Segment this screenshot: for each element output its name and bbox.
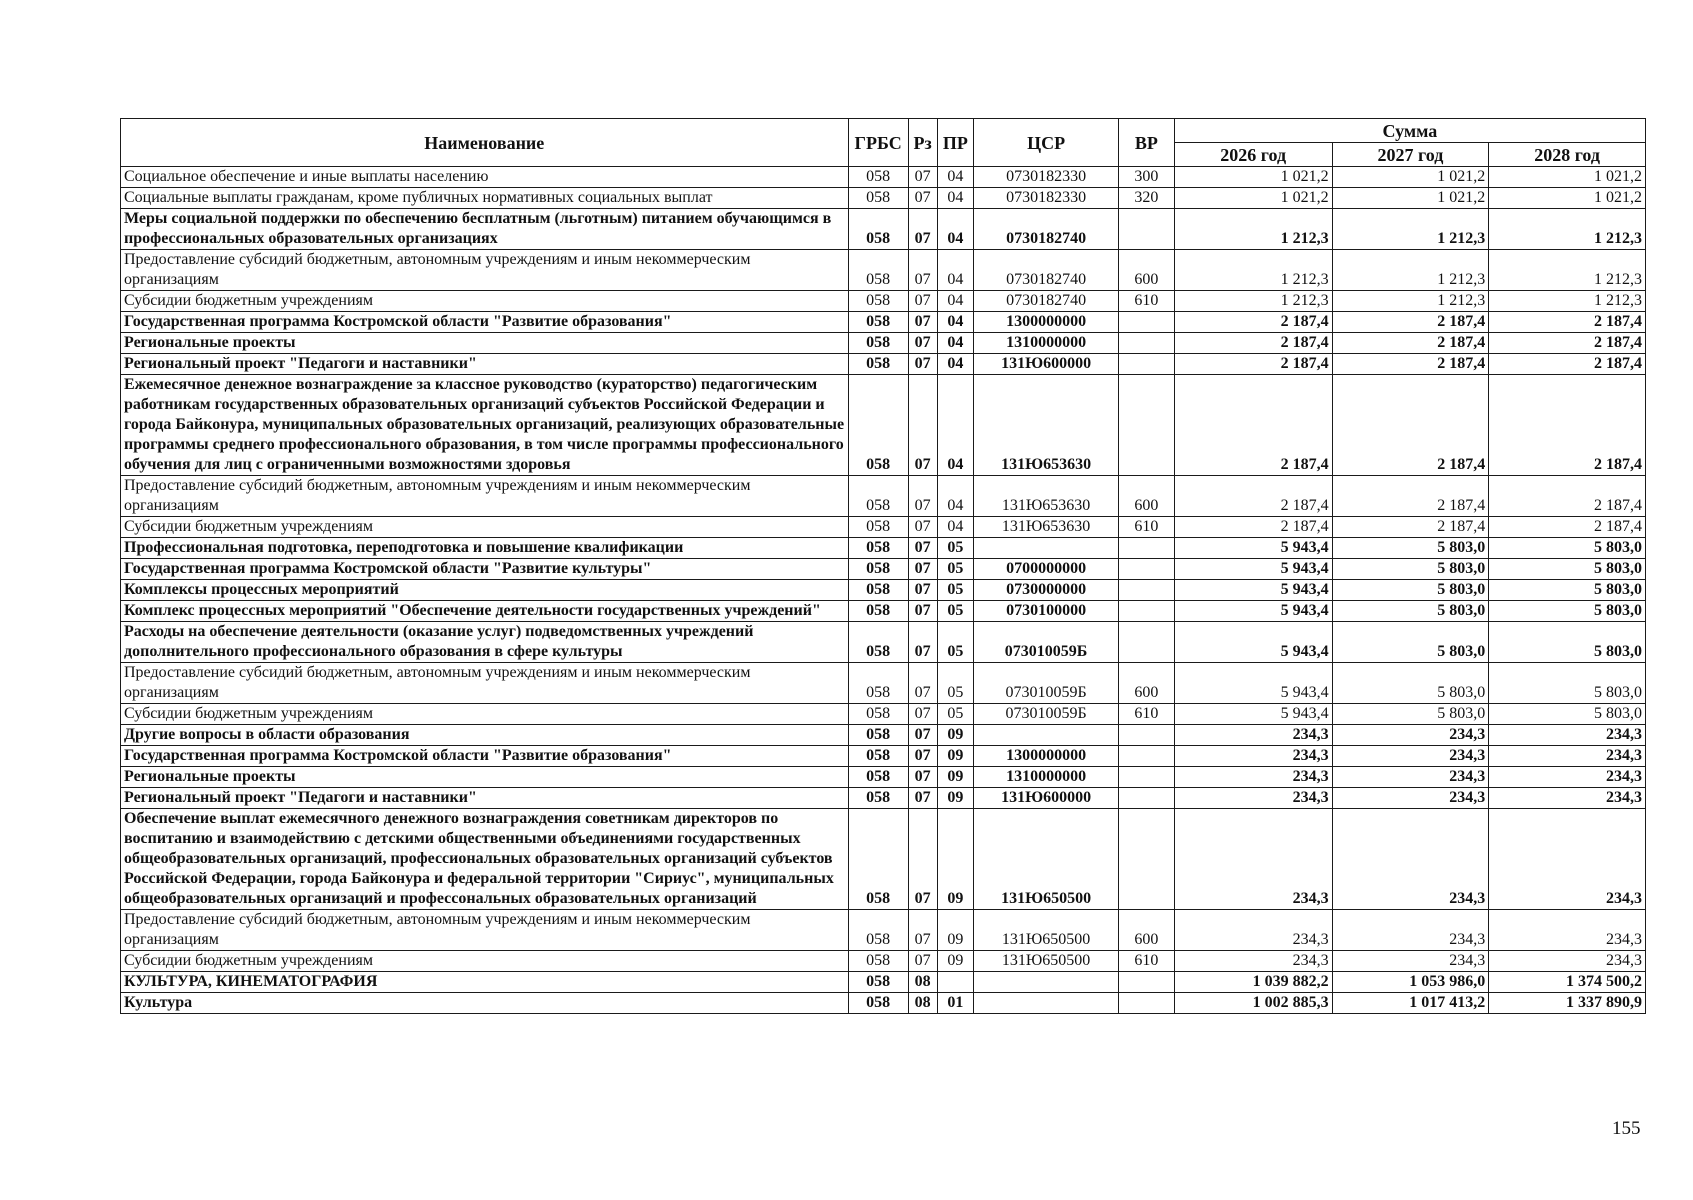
cell-rz: 07 xyxy=(908,188,937,209)
cell-name: Субсидии бюджетным учреждениям xyxy=(121,291,849,312)
cell-csr: 0730182740 xyxy=(974,250,1119,291)
cell-sum-2028: 234,3 xyxy=(1489,910,1646,951)
cell-name: Региональный проект "Педагоги и наставники" xyxy=(121,354,849,375)
cell-sum-2026: 234,3 xyxy=(1174,788,1332,809)
table-row xyxy=(121,663,1646,704)
table-row xyxy=(121,354,1646,375)
cell-sum-2026: 234,3 xyxy=(1174,809,1332,910)
cell-sum-2027: 1 212,3 xyxy=(1332,291,1489,312)
cell-grbs: 058 xyxy=(848,333,908,354)
cell-pr: 05 xyxy=(937,622,973,663)
cell-sum-2026: 2 187,4 xyxy=(1174,476,1332,517)
cell-name: Обеспечение выплат ежемесячного денежного вознаграждения советникам директоров по воспитанию и взаимодействию с детскими общественными объединениями государственных общеобразовательных организаций, профессиональных образовательных организаций субъектов Российской Федерации, города Байконура и федеральной территории "Сириус", муниципальных общеобразовательных организаций и профессональных образовательных организаций xyxy=(121,809,849,910)
cell-sum-2027: 234,3 xyxy=(1332,788,1489,809)
cell-sum-2026: 234,3 xyxy=(1174,910,1332,951)
cell-grbs: 058 xyxy=(848,663,908,704)
cell-rz: 07 xyxy=(908,704,937,725)
table-row xyxy=(121,788,1646,809)
cell-sum-2026: 5 943,4 xyxy=(1174,622,1332,663)
cell-sum-2026: 1 002 885,3 xyxy=(1174,993,1332,1014)
cell-sum-2027: 234,3 xyxy=(1332,809,1489,910)
cell-sum-2028: 234,3 xyxy=(1489,809,1646,910)
cell-csr: 131Ю653630 xyxy=(974,375,1119,476)
cell-sum-2027: 2 187,4 xyxy=(1332,354,1489,375)
cell-pr: 05 xyxy=(937,601,973,622)
cell-pr: 09 xyxy=(937,951,973,972)
column-header-sum: Сумма xyxy=(1174,119,1645,143)
cell-name: Государственная программа Костромской области "Развитие культуры" xyxy=(121,559,849,580)
cell-name: Субсидии бюджетным учреждениям xyxy=(121,704,849,725)
cell-vr: 300 xyxy=(1119,167,1175,188)
cell-sum-2027: 1 212,3 xyxy=(1332,209,1489,250)
cell-csr: 1300000000 xyxy=(974,746,1119,767)
cell-sum-2027: 1 017 413,2 xyxy=(1332,993,1489,1014)
cell-grbs: 058 xyxy=(848,910,908,951)
cell-vr: 600 xyxy=(1119,910,1175,951)
cell-grbs: 058 xyxy=(848,622,908,663)
cell-vr xyxy=(1119,746,1175,767)
cell-sum-2026: 1 212,3 xyxy=(1174,209,1332,250)
cell-csr xyxy=(974,538,1119,559)
cell-csr: 131Ю650500 xyxy=(974,910,1119,951)
cell-grbs: 058 xyxy=(848,972,908,993)
cell-csr: 0730182330 xyxy=(974,188,1119,209)
cell-grbs: 058 xyxy=(848,809,908,910)
table-row xyxy=(121,333,1646,354)
cell-sum-2027: 1 053 986,0 xyxy=(1332,972,1489,993)
table-row xyxy=(121,972,1646,993)
table-row xyxy=(121,250,1646,291)
table-row xyxy=(121,559,1646,580)
cell-pr: 01 xyxy=(937,993,973,1014)
cell-pr: 04 xyxy=(937,209,973,250)
table-row xyxy=(121,746,1646,767)
cell-pr: 09 xyxy=(937,725,973,746)
cell-csr: 1310000000 xyxy=(974,767,1119,788)
cell-name: Профессиональная подготовка, переподготовка и повышение квалификации xyxy=(121,538,849,559)
cell-name: Ежемесячное денежное вознаграждение за классное руководство (кураторство) педагогическим работникам государственных образовательных организаций субъектов Российской Федерации и города Байконура, муниципальных образовательных организаций, реализующих образовательные программы среднего профессионального образования, в том числе программы профессионального обучения для лиц с ограниченными возможностями здоровья xyxy=(121,375,849,476)
cell-sum-2028: 2 187,4 xyxy=(1489,476,1646,517)
table-row xyxy=(121,209,1646,250)
table-row xyxy=(121,312,1646,333)
cell-sum-2026: 5 943,4 xyxy=(1174,663,1332,704)
cell-grbs: 058 xyxy=(848,476,908,517)
cell-sum-2027: 2 187,4 xyxy=(1332,476,1489,517)
cell-name: Предоставление субсидий бюджетным, автономным учреждениям и иным некоммерческим организациям xyxy=(121,663,849,704)
column-header-2026: 2026 год xyxy=(1174,143,1332,167)
cell-rz: 07 xyxy=(908,517,937,538)
cell-rz: 07 xyxy=(908,375,937,476)
cell-csr xyxy=(974,993,1119,1014)
cell-vr xyxy=(1119,538,1175,559)
cell-rz: 07 xyxy=(908,767,937,788)
cell-sum-2026: 2 187,4 xyxy=(1174,354,1332,375)
cell-grbs: 058 xyxy=(848,354,908,375)
cell-csr: 073010059Б xyxy=(974,704,1119,725)
cell-vr xyxy=(1119,622,1175,663)
cell-sum-2028: 234,3 xyxy=(1489,746,1646,767)
cell-sum-2027: 5 803,0 xyxy=(1332,559,1489,580)
table-row xyxy=(121,951,1646,972)
cell-pr: 09 xyxy=(937,746,973,767)
cell-pr: 05 xyxy=(937,663,973,704)
cell-sum-2026: 2 187,4 xyxy=(1174,333,1332,354)
cell-name: Социальное обеспечение и иные выплаты населению xyxy=(121,167,849,188)
cell-pr xyxy=(937,972,973,993)
cell-rz: 07 xyxy=(908,209,937,250)
cell-vr xyxy=(1119,559,1175,580)
cell-rz: 07 xyxy=(908,788,937,809)
cell-sum-2028: 2 187,4 xyxy=(1489,517,1646,538)
cell-sum-2028: 5 803,0 xyxy=(1489,622,1646,663)
cell-csr: 0700000000 xyxy=(974,559,1119,580)
cell-vr xyxy=(1119,333,1175,354)
cell-sum-2027: 5 803,0 xyxy=(1332,704,1489,725)
cell-sum-2028: 1 021,2 xyxy=(1489,188,1646,209)
column-header-2027: 2027 год xyxy=(1332,143,1489,167)
cell-vr xyxy=(1119,580,1175,601)
cell-vr xyxy=(1119,809,1175,910)
cell-vr xyxy=(1119,972,1175,993)
cell-pr: 09 xyxy=(937,788,973,809)
cell-vr xyxy=(1119,725,1175,746)
cell-sum-2027: 5 803,0 xyxy=(1332,622,1489,663)
table-row xyxy=(121,910,1646,951)
cell-grbs: 058 xyxy=(848,788,908,809)
column-header-2028: 2028 год xyxy=(1489,143,1646,167)
column-header-name: Наименование xyxy=(121,119,849,167)
cell-rz: 07 xyxy=(908,291,937,312)
cell-sum-2027: 2 187,4 xyxy=(1332,375,1489,476)
cell-name: Региональные проекты xyxy=(121,767,849,788)
cell-sum-2027: 1 021,2 xyxy=(1332,167,1489,188)
cell-sum-2028: 5 803,0 xyxy=(1489,601,1646,622)
cell-sum-2028: 234,3 xyxy=(1489,788,1646,809)
cell-vr: 610 xyxy=(1119,291,1175,312)
cell-rz: 07 xyxy=(908,601,937,622)
cell-name: Государственная программа Костромской области "Развитие образования" xyxy=(121,746,849,767)
cell-grbs: 058 xyxy=(848,559,908,580)
table-row xyxy=(121,538,1646,559)
column-header-pr: ПР xyxy=(937,119,973,167)
cell-pr: 04 xyxy=(937,333,973,354)
cell-sum-2026: 2 187,4 xyxy=(1174,312,1332,333)
cell-sum-2028: 5 803,0 xyxy=(1489,704,1646,725)
cell-vr xyxy=(1119,767,1175,788)
cell-name: Субсидии бюджетным учреждениям xyxy=(121,517,849,538)
cell-rz: 07 xyxy=(908,809,937,910)
cell-csr: 131Ю653630 xyxy=(974,517,1119,538)
cell-sum-2026: 5 943,4 xyxy=(1174,601,1332,622)
cell-vr: 610 xyxy=(1119,517,1175,538)
cell-sum-2028: 2 187,4 xyxy=(1489,354,1646,375)
cell-csr: 131Ю650500 xyxy=(974,809,1119,910)
cell-rz: 07 xyxy=(908,354,937,375)
cell-sum-2028: 1 337 890,9 xyxy=(1489,993,1646,1014)
cell-sum-2026: 1 021,2 xyxy=(1174,188,1332,209)
column-header-grbs: ГРБС xyxy=(848,119,908,167)
table-row xyxy=(121,476,1646,517)
cell-grbs: 058 xyxy=(848,601,908,622)
cell-sum-2027: 234,3 xyxy=(1332,746,1489,767)
cell-sum-2027: 5 803,0 xyxy=(1332,580,1489,601)
table-row xyxy=(121,580,1646,601)
cell-sum-2028: 2 187,4 xyxy=(1489,375,1646,476)
cell-name: Государственная программа Костромской области "Развитие образования" xyxy=(121,312,849,333)
cell-sum-2026: 234,3 xyxy=(1174,746,1332,767)
cell-csr: 0730182740 xyxy=(974,209,1119,250)
column-header-csr: ЦСР xyxy=(974,119,1119,167)
cell-name: Комплекс процессных мероприятий "Обеспечение деятельности государственных учреждений" xyxy=(121,601,849,622)
cell-pr: 04 xyxy=(937,354,973,375)
cell-sum-2028: 234,3 xyxy=(1489,951,1646,972)
cell-grbs: 058 xyxy=(848,993,908,1014)
table-header xyxy=(121,119,1646,167)
cell-sum-2027: 5 803,0 xyxy=(1332,538,1489,559)
cell-grbs: 058 xyxy=(848,209,908,250)
cell-sum-2026: 1 021,2 xyxy=(1174,167,1332,188)
cell-sum-2028: 1 374 500,2 xyxy=(1489,972,1646,993)
table-row xyxy=(121,725,1646,746)
cell-pr: 05 xyxy=(937,580,973,601)
cell-rz: 07 xyxy=(908,167,937,188)
table-row xyxy=(121,993,1646,1014)
cell-sum-2028: 234,3 xyxy=(1489,767,1646,788)
cell-pr: 05 xyxy=(937,704,973,725)
cell-rz: 07 xyxy=(908,951,937,972)
cell-name: КУЛЬТУРА, КИНЕМАТОГРАФИЯ xyxy=(121,972,849,993)
cell-csr: 073010059Б xyxy=(974,663,1119,704)
cell-vr: 600 xyxy=(1119,476,1175,517)
cell-rz: 07 xyxy=(908,580,937,601)
page-number: 155 xyxy=(1612,1118,1641,1139)
cell-grbs: 058 xyxy=(848,291,908,312)
table-row xyxy=(121,704,1646,725)
cell-sum-2026: 5 943,4 xyxy=(1174,538,1332,559)
cell-sum-2028: 1 021,2 xyxy=(1489,167,1646,188)
cell-vr xyxy=(1119,312,1175,333)
cell-rz: 07 xyxy=(908,746,937,767)
cell-name: Культура xyxy=(121,993,849,1014)
cell-grbs: 058 xyxy=(848,767,908,788)
cell-sum-2027: 1 021,2 xyxy=(1332,188,1489,209)
cell-grbs: 058 xyxy=(848,250,908,291)
cell-grbs: 058 xyxy=(848,517,908,538)
table-row xyxy=(121,622,1646,663)
cell-sum-2026: 1 212,3 xyxy=(1174,291,1332,312)
cell-rz: 07 xyxy=(908,663,937,704)
cell-sum-2028: 1 212,3 xyxy=(1489,209,1646,250)
cell-sum-2028: 2 187,4 xyxy=(1489,333,1646,354)
cell-sum-2028: 5 803,0 xyxy=(1489,538,1646,559)
cell-vr xyxy=(1119,209,1175,250)
cell-sum-2026: 234,3 xyxy=(1174,767,1332,788)
cell-sum-2026: 5 943,4 xyxy=(1174,580,1332,601)
cell-sum-2028: 2 187,4 xyxy=(1489,312,1646,333)
cell-sum-2026: 2 187,4 xyxy=(1174,517,1332,538)
cell-csr xyxy=(974,725,1119,746)
cell-sum-2026: 1 212,3 xyxy=(1174,250,1332,291)
cell-sum-2028: 5 803,0 xyxy=(1489,663,1646,704)
cell-sum-2027: 234,3 xyxy=(1332,725,1489,746)
cell-rz: 07 xyxy=(908,312,937,333)
column-header-vr: ВР xyxy=(1119,119,1175,167)
cell-grbs: 058 xyxy=(848,312,908,333)
table-row xyxy=(121,767,1646,788)
cell-vr xyxy=(1119,601,1175,622)
cell-name: Региональный проект "Педагоги и наставники" xyxy=(121,788,849,809)
cell-name: Предоставление субсидий бюджетным, автономным учреждениям и иным некоммерческим организациям xyxy=(121,250,849,291)
budget-table xyxy=(120,118,1646,1014)
cell-sum-2027: 5 803,0 xyxy=(1332,601,1489,622)
column-header-rz: Рз xyxy=(908,119,937,167)
cell-grbs: 058 xyxy=(848,188,908,209)
cell-csr: 131Ю600000 xyxy=(974,788,1119,809)
cell-pr: 09 xyxy=(937,910,973,951)
cell-pr: 04 xyxy=(937,291,973,312)
cell-vr: 320 xyxy=(1119,188,1175,209)
cell-pr: 04 xyxy=(937,476,973,517)
cell-vr: 610 xyxy=(1119,951,1175,972)
cell-pr: 05 xyxy=(937,559,973,580)
cell-grbs: 058 xyxy=(848,538,908,559)
cell-sum-2026: 5 943,4 xyxy=(1174,559,1332,580)
cell-sum-2028: 5 803,0 xyxy=(1489,580,1646,601)
table-row xyxy=(121,809,1646,910)
cell-rz: 07 xyxy=(908,559,937,580)
cell-rz: 07 xyxy=(908,622,937,663)
cell-pr: 04 xyxy=(937,250,973,291)
cell-sum-2028: 5 803,0 xyxy=(1489,559,1646,580)
cell-sum-2027: 234,3 xyxy=(1332,767,1489,788)
cell-vr xyxy=(1119,788,1175,809)
cell-sum-2028: 1 212,3 xyxy=(1489,250,1646,291)
cell-pr: 04 xyxy=(937,375,973,476)
cell-pr: 09 xyxy=(937,767,973,788)
table-row xyxy=(121,601,1646,622)
cell-sum-2027: 1 212,3 xyxy=(1332,250,1489,291)
cell-sum-2026: 234,3 xyxy=(1174,725,1332,746)
cell-sum-2028: 1 212,3 xyxy=(1489,291,1646,312)
table-row xyxy=(121,188,1646,209)
cell-sum-2028: 234,3 xyxy=(1489,725,1646,746)
cell-name: Региональные проекты xyxy=(121,333,849,354)
cell-grbs: 058 xyxy=(848,951,908,972)
cell-rz: 08 xyxy=(908,972,937,993)
cell-sum-2027: 5 803,0 xyxy=(1332,663,1489,704)
cell-vr xyxy=(1119,993,1175,1014)
cell-rz: 08 xyxy=(908,993,937,1014)
cell-csr: 0730000000 xyxy=(974,580,1119,601)
cell-csr: 0730100000 xyxy=(974,601,1119,622)
cell-sum-2026: 1 039 882,2 xyxy=(1174,972,1332,993)
table-body xyxy=(121,167,1646,1014)
cell-name: Другие вопросы в области образования xyxy=(121,725,849,746)
cell-rz: 07 xyxy=(908,910,937,951)
cell-grbs: 058 xyxy=(848,746,908,767)
cell-name: Расходы на обеспечение деятельности (оказание услуг) подведомственных учреждений дополнительного профессионального образования в сфере культуры xyxy=(121,622,849,663)
cell-csr: 0730182330 xyxy=(974,167,1119,188)
cell-rz: 07 xyxy=(908,725,937,746)
cell-vr: 610 xyxy=(1119,704,1175,725)
cell-pr: 04 xyxy=(937,312,973,333)
cell-vr xyxy=(1119,354,1175,375)
cell-grbs: 058 xyxy=(848,580,908,601)
cell-grbs: 058 xyxy=(848,167,908,188)
cell-name: Субсидии бюджетным учреждениям xyxy=(121,951,849,972)
table-row xyxy=(121,517,1646,538)
cell-csr: 0730182740 xyxy=(974,291,1119,312)
cell-rz: 07 xyxy=(908,250,937,291)
cell-vr: 600 xyxy=(1119,663,1175,704)
cell-rz: 07 xyxy=(908,476,937,517)
cell-rz: 07 xyxy=(908,333,937,354)
cell-pr: 04 xyxy=(937,188,973,209)
cell-sum-2026: 5 943,4 xyxy=(1174,704,1332,725)
cell-name: Социальные выплаты гражданам, кроме публичных нормативных социальных выплат xyxy=(121,188,849,209)
cell-csr: 1310000000 xyxy=(974,333,1119,354)
cell-name: Меры социальной поддержки по обеспечению бесплатным (льготным) питанием обучающимся в профессиональных образовательных организациях xyxy=(121,209,849,250)
cell-name: Предоставление субсидий бюджетным, автономным учреждениям и иным некоммерческим организациям xyxy=(121,476,849,517)
table-row xyxy=(121,167,1646,188)
cell-csr xyxy=(974,972,1119,993)
table-row xyxy=(121,375,1646,476)
cell-csr: 1300000000 xyxy=(974,312,1119,333)
cell-vr xyxy=(1119,375,1175,476)
cell-grbs: 058 xyxy=(848,704,908,725)
cell-vr: 600 xyxy=(1119,250,1175,291)
cell-sum-2027: 2 187,4 xyxy=(1332,333,1489,354)
cell-pr: 04 xyxy=(937,517,973,538)
table-row xyxy=(121,291,1646,312)
cell-rz: 07 xyxy=(908,538,937,559)
cell-sum-2027: 234,3 xyxy=(1332,951,1489,972)
cell-sum-2026: 2 187,4 xyxy=(1174,375,1332,476)
cell-csr: 131Ю650500 xyxy=(974,951,1119,972)
cell-sum-2026: 234,3 xyxy=(1174,951,1332,972)
cell-csr: 131Ю653630 xyxy=(974,476,1119,517)
cell-grbs: 058 xyxy=(848,725,908,746)
cell-sum-2027: 234,3 xyxy=(1332,910,1489,951)
cell-csr: 073010059Б xyxy=(974,622,1119,663)
cell-sum-2027: 2 187,4 xyxy=(1332,517,1489,538)
cell-pr: 04 xyxy=(937,167,973,188)
cell-name: Предоставление субсидий бюджетным, автономным учреждениям и иным некоммерческим организациям xyxy=(121,910,849,951)
cell-pr: 05 xyxy=(937,538,973,559)
cell-name: Комплексы процессных мероприятий xyxy=(121,580,849,601)
cell-grbs: 058 xyxy=(848,375,908,476)
cell-sum-2027: 2 187,4 xyxy=(1332,312,1489,333)
cell-csr: 131Ю600000 xyxy=(974,354,1119,375)
cell-pr: 09 xyxy=(937,809,973,910)
